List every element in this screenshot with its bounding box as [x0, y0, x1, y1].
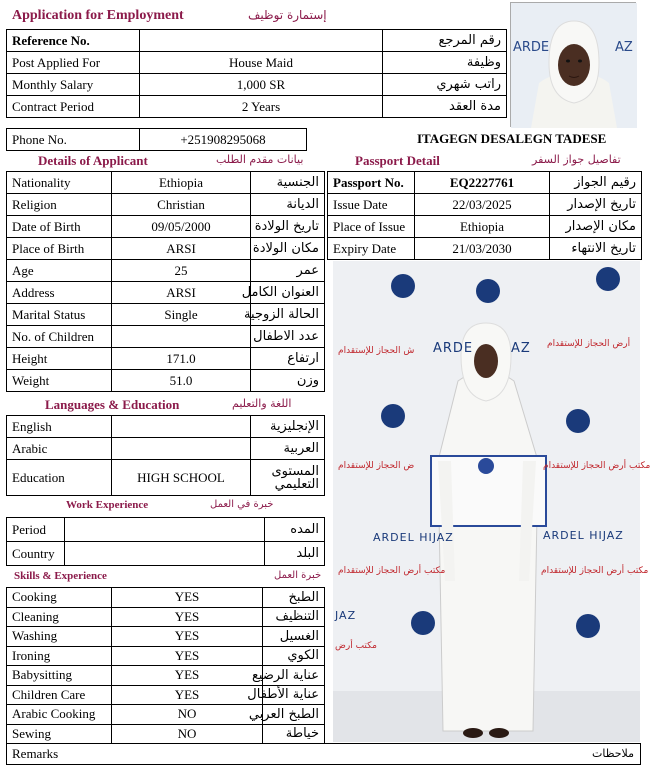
- contract-row: [7, 96, 507, 118]
- applicant-section-title-en: Details of Applicant: [38, 153, 148, 168]
- passport-label-ar: تاريخ الانتهاء: [550, 238, 642, 260]
- applicant-row: [7, 282, 325, 304]
- applicant-label-ar: وزن: [251, 370, 325, 392]
- wall-brand-low: JAZ: [335, 609, 357, 622]
- work-section-title-ar: خبرة في العمل: [210, 499, 274, 510]
- applicant-label: Religion: [7, 194, 112, 216]
- skill-label: Children Care: [7, 685, 112, 705]
- skill-label-ar: التنظيف: [263, 607, 325, 627]
- wall-brand-mid-right: ARDEL HIJAZ: [543, 529, 624, 542]
- skill-value: YES: [112, 607, 263, 627]
- education-label-ar: المستوى التعليمي: [251, 460, 325, 496]
- skill-row: [7, 588, 325, 608]
- phone-table: [6, 128, 307, 151]
- phone-label: Phone No.: [7, 129, 140, 151]
- work-row: [7, 518, 325, 542]
- work-experience-table: [6, 517, 325, 566]
- applicant-label: Address: [7, 282, 112, 304]
- applicant-label-ar: تاريخ الولادة: [251, 216, 325, 238]
- salary-row: [7, 74, 507, 96]
- skills-section-title-en: Skills & Experience: [14, 570, 107, 582]
- reference-value: [140, 30, 383, 52]
- remarks-label-ar: ملاحظات: [592, 747, 634, 760]
- language-label: English: [7, 416, 112, 438]
- portrait-wall-brand-tail: AZ: [615, 40, 633, 55]
- applicant-label-ar: مكان الولادة: [251, 238, 325, 260]
- applicant-section-title-ar: بيانات مقدم الطلب: [216, 153, 304, 166]
- applicant-row: [7, 216, 325, 238]
- passport-section-title-ar: تفاصيل جواز السفر: [532, 153, 621, 166]
- passport-value: 21/03/2030: [415, 238, 550, 260]
- skill-label-ar: الكوي: [263, 646, 325, 666]
- passport-row: [328, 216, 642, 238]
- skill-label: Arabic Cooking: [7, 705, 112, 725]
- form-title-en: Application for Employment: [12, 8, 184, 23]
- skill-label: Babysitting: [7, 666, 112, 686]
- wall-slogan-4: مكتب أرض الحجاز للإستقدام: [543, 461, 650, 471]
- applicant-label: Weight: [7, 370, 112, 392]
- languages-section-title-en: Languages & Education: [45, 397, 180, 412]
- work-label: Country: [7, 542, 65, 566]
- applicant-value: Christian: [112, 194, 251, 216]
- applicant-row: [7, 238, 325, 260]
- wall-brand-top-tail: AZ: [511, 341, 531, 356]
- post-label-ar: وظيفة: [383, 52, 507, 74]
- education-value: HIGH SCHOOL: [112, 460, 251, 496]
- passport-row: [328, 194, 642, 216]
- applicant-value: 51.0: [112, 370, 251, 392]
- applicant-value: Single: [112, 304, 251, 326]
- language-label: Arabic: [7, 438, 112, 460]
- passport-label: Issue Date: [328, 194, 415, 216]
- applicant-details-table: [6, 171, 325, 392]
- work-value: [65, 518, 265, 542]
- applicant-label-ar: عدد الاطفال: [251, 326, 325, 348]
- form-title-ar: إستمارة توظيف: [248, 8, 327, 22]
- reference-row: [7, 30, 507, 52]
- skill-label-ar: خياطة: [263, 724, 325, 744]
- applicant-label-ar: الجنسية: [251, 172, 325, 194]
- applicant-row: [7, 172, 325, 194]
- skill-label-ar: الغسيل: [263, 627, 325, 647]
- skill-label: Ironing: [7, 646, 112, 666]
- skill-label-ar: الطبخ العربي: [263, 705, 325, 725]
- wall-slogan-3: ض الحجاز للإستقدام: [338, 461, 415, 471]
- language-row: [7, 416, 325, 438]
- applicant-label: Age: [7, 260, 112, 282]
- skill-label-ar: عناية الأطفال: [263, 685, 325, 705]
- applicant-label: Nationality: [7, 172, 112, 194]
- applicant-row: [7, 304, 325, 326]
- applicant-row: [7, 326, 325, 348]
- applicant-row: [7, 194, 325, 216]
- portrait-illustration: [511, 3, 637, 128]
- applicant-label: Place of Birth: [7, 238, 112, 260]
- applicant-value: [112, 326, 251, 348]
- passport-label: Place of Issue: [328, 216, 415, 238]
- skill-label: Sewing: [7, 724, 112, 744]
- passport-row: [328, 172, 642, 194]
- skill-value: NO: [112, 724, 263, 744]
- skill-label: Cooking: [7, 588, 112, 608]
- skill-value: YES: [112, 627, 263, 647]
- skill-row: [7, 627, 325, 647]
- work-section-title-en: Work Experience: [66, 499, 149, 511]
- skill-label: Cleaning: [7, 607, 112, 627]
- language-value: [112, 438, 251, 460]
- applicant-label-ar: الديانة: [251, 194, 325, 216]
- applicant-name: ITAGEGN DESALEGN TADESE: [417, 131, 607, 146]
- skill-row: [7, 666, 325, 686]
- skills-table: [6, 587, 325, 744]
- applicant-label-ar: عمر: [251, 260, 325, 282]
- applicant-value: 09/05/2000: [112, 216, 251, 238]
- skills-section-title-ar: خبرة العمل: [274, 570, 322, 581]
- wall-slogan-2: أرض الحجاز للإستقدام: [547, 339, 631, 349]
- post-value: House Maid: [140, 52, 383, 74]
- post-label: Post Applied For: [7, 52, 140, 74]
- wall-slogan-5: مكتب أرض الحجاز للإستقدام: [338, 566, 446, 576]
- applicant-label-ar: ارتفاع: [251, 348, 325, 370]
- skill-row: [7, 646, 325, 666]
- applicant-label: Height: [7, 348, 112, 370]
- top-info-table: [6, 29, 507, 118]
- full-length-illustration: [333, 261, 640, 742]
- passport-label: Passport No.: [328, 172, 415, 194]
- skill-value: YES: [112, 646, 263, 666]
- applicant-label: No. of Children: [7, 326, 112, 348]
- post-row: [7, 52, 507, 74]
- skill-row: [7, 607, 325, 627]
- skill-row: [7, 705, 325, 725]
- reference-label: Reference No.: [7, 30, 140, 52]
- passport-value: EQ2227761: [415, 172, 550, 194]
- contract-label-ar: مدة العقد: [383, 96, 507, 118]
- applicant-value: Ethiopia: [112, 172, 251, 194]
- skill-value: YES: [112, 666, 263, 686]
- language-value: [112, 416, 251, 438]
- passport-row: [328, 238, 642, 260]
- reference-label-ar: رقم المرجع: [383, 30, 507, 52]
- skill-value: YES: [112, 588, 263, 608]
- applicant-value: 171.0: [112, 348, 251, 370]
- work-label-ar: المده: [265, 518, 325, 542]
- passport-label-ar: رقيم الجواز: [550, 172, 642, 194]
- portrait-wall-brand: ARDE: [513, 40, 550, 55]
- salary-value: 1,000 SR: [140, 74, 383, 96]
- work-label: Period: [7, 518, 65, 542]
- skill-value: NO: [112, 705, 263, 725]
- salary-label: Monthly Salary: [7, 74, 140, 96]
- applicant-full-length-photo: [333, 261, 650, 742]
- passport-label-ar: تاريخ الإصدار: [550, 194, 642, 216]
- passport-details-table: [327, 171, 642, 260]
- applicant-row: [7, 370, 325, 392]
- applicant-label: Date of Birth: [7, 216, 112, 238]
- contract-value: 2 Years: [140, 96, 383, 118]
- salary-label-ar: راتب شهري: [383, 74, 507, 96]
- work-value: [65, 542, 265, 566]
- skill-value: YES: [112, 685, 263, 705]
- passport-label: Expiry Date: [328, 238, 415, 260]
- wall-brand-top: ARDE: [433, 341, 474, 356]
- language-row: [7, 438, 325, 460]
- remarks-row: [6, 743, 641, 765]
- wall-slogan-1: ش الحجاز للإستقدام: [338, 346, 415, 356]
- education-row: [7, 460, 325, 496]
- applicant-row: [7, 348, 325, 370]
- contract-label: Contract Period: [7, 96, 140, 118]
- applicant-label: Marital Status: [7, 304, 112, 326]
- work-row: [7, 542, 325, 566]
- applicant-value: ARSI: [112, 238, 251, 260]
- wall-slogan-7: مكتب أرض: [335, 641, 377, 651]
- applicant-value: 25: [112, 260, 251, 282]
- languages-section-title-ar: اللغة والتعليم: [232, 397, 292, 410]
- education-label: Education: [7, 460, 112, 496]
- skill-row: [7, 685, 325, 705]
- passport-value: Ethiopia: [415, 216, 550, 238]
- passport-section-title-en: Passport Detail: [355, 153, 440, 168]
- languages-table: [6, 415, 325, 496]
- phone-value: +251908295068: [140, 129, 307, 151]
- applicant-portrait-photo: [510, 2, 636, 127]
- wall-slogan-6: مكتب أرض الحجاز للإستقدام: [541, 566, 649, 576]
- skill-label: Washing: [7, 627, 112, 647]
- applicant-label-ar: الحالة الزوجية: [251, 304, 325, 326]
- applicant-value: ARSI: [112, 282, 251, 304]
- passport-label-ar: مكان الإصدار: [550, 216, 642, 238]
- applicant-row: [7, 260, 325, 282]
- skill-row: [7, 724, 325, 744]
- skill-label-ar: الطبخ: [263, 588, 325, 608]
- remarks-label: Remarks: [12, 746, 59, 761]
- wall-brand-mid-left: ARDEL HIJAZ: [373, 531, 454, 544]
- applicant-label-ar: العنوان الكامل: [251, 282, 325, 304]
- skill-label-ar: عناية الرضيع: [263, 666, 325, 686]
- work-label-ar: البلد: [265, 542, 325, 566]
- passport-value: 22/03/2025: [415, 194, 550, 216]
- language-label-ar: العربية: [251, 438, 325, 460]
- language-label-ar: الإنجليزية: [251, 416, 325, 438]
